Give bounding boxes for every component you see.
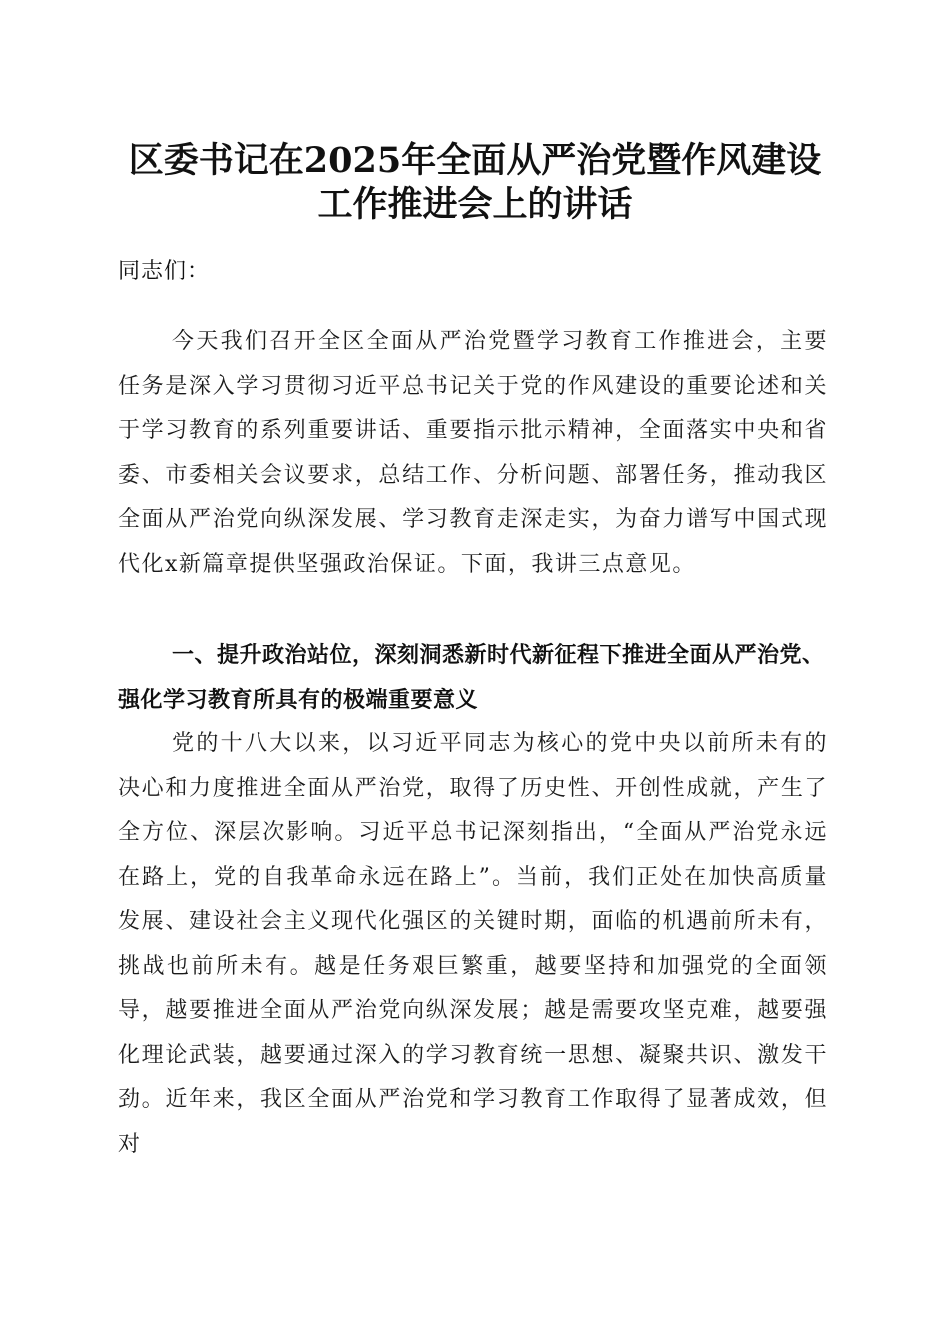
document-title-line-2: 工作推进会上的讲话 — [317, 184, 633, 225]
salutation: 同志们： — [118, 259, 211, 284]
paragraph-opening: 今天我们召开全区全面从严治党暨学习教育工作推进会，主要任务是深入学习贯彻习近平总书记关于党的作风建设的重要论述和关于学习教育的系列重要讲话、重要指示批示精神，全面落实中央和省委、市委相关会议要求，总结工作、分析问题、部署任务，推动我区全面从严治党向纵深发展、学习教育走深走实，为奋力谱写中国式现代化x新篇章提供坚强政治保证。下面，我讲三点意见。 — [118, 329, 828, 577]
paragraph-section-1: 党的十八大以来，以习近平同志为核心的党中央以前所未有的决心和力度推进全面从严治党，取得了历史性、开创性成就，产生了全方位、深层次影响。习近平总书记深刻指出，“全面从严治党永远在路上，党的自我革命永远在路上”。当前，我们正处在加快高质量发展、建设社会主义现代化强区的关键时期，面临的机遇前所未有，挑战也前所未有。越是任务艰巨繁重，越要坚持和加强党的全面领导，越要推进全面从严治党向纵深发展；越是需要攻坚克难，越要强化理论武装，越要通过深入的学习教育统一思想、凝聚共识、激发干劲。近年来，我区全面从严治党和学习教育工作取得了显著成效，但对 — [118, 731, 828, 1157]
section-heading-1: 一、提升政治站位，深刻洞悉新时代新征程下推进全面从严治党、强化学习教育所具有的极端重要意义 — [118, 643, 825, 713]
document-title-line-1: 区委书记在2025年全面从严治党暨作风建设 — [128, 140, 822, 181]
